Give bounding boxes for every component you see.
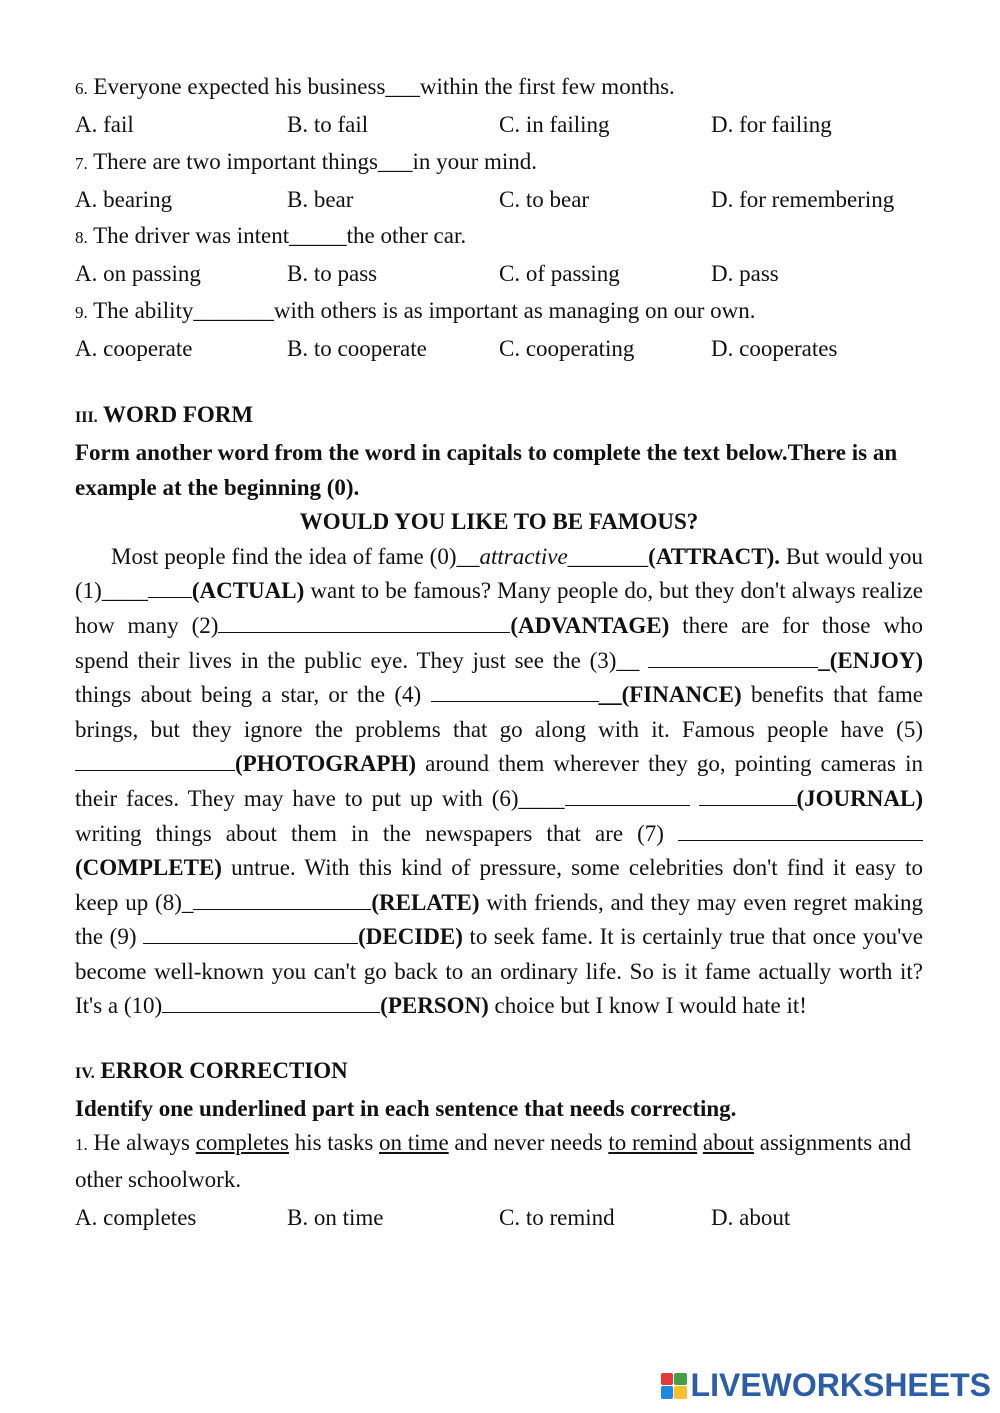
option-b[interactable]: B. bear — [287, 186, 354, 212]
error-question-1: 1. He always completes his tasks on time and never needs to remind about assignments and other schoolwork. — [75, 1130, 912, 1192]
underlined-part-b[interactable]: on time — [379, 1130, 449, 1156]
answer-blank[interactable]: ___ — [377, 148, 413, 174]
option-c[interactable]: C. to remind — [499, 1205, 615, 1231]
option-a[interactable]: A. on passing — [75, 261, 201, 287]
section-4-title: IV. ERROR CORRECTION — [75, 1058, 348, 1084]
cue-word-3: _(ENJOY) — [818, 647, 923, 673]
option-d[interactable]: D. for remembering — [711, 186, 895, 212]
cue-word-7: (COMPLETE) — [75, 855, 222, 881]
option-d[interactable]: D. pass — [711, 261, 779, 287]
option-b[interactable]: B. to cooperate — [287, 336, 427, 362]
section-3-title: III. WORD FORM — [75, 402, 254, 428]
question-6: 6. Everyone expected his business___within the first few months. A. fail B. to fail C. in failing D. for failing — [75, 70, 923, 145]
option-a[interactable]: A. completes — [75, 1205, 197, 1231]
option-c[interactable]: C. of passing — [499, 261, 620, 287]
question-9: 9. The ability_______with others is as important as managing on our own. A. cooperate B. to cooperate C. cooperating D. cooperates — [75, 294, 923, 369]
option-c[interactable]: C. cooperating — [499, 336, 635, 362]
underlined-part-a[interactable]: completes — [195, 1130, 289, 1156]
answer-blank-2[interactable] — [218, 610, 510, 633]
question-8: 8. The driver was intent_____the other car. A. on passing B. to pass C. of passing D. pass — [75, 219, 923, 294]
liveworksheets-logo — [661, 1367, 991, 1404]
worksheet-page — [75, 70, 923, 1237]
answer-blank-6b[interactable] — [699, 783, 797, 806]
answer-blank-6[interactable] — [565, 783, 690, 806]
options-row — [75, 107, 923, 145]
option-d[interactable]: D. for failing — [711, 112, 832, 138]
options-row — [75, 330, 923, 368]
word-form-passage: Most people find the idea of fame (0)__attractive_______(ATTRACT). But would you (1)____ (ACTUAL) want to be famous? Many people do, but they don't always realize how many (2) (ADVANTAGE) there are for those who spend their lives in the public eye. They just see the (3)__ _(ENJOY) things about being a star, or the (4) __(FINANCE) benefits that fame brings, but they ignore the problems that go along with it. Famous people have (5) (PHOTOGRAPH) around them wherever they go, pointing cameras in their faces. They may have to put up with (6)____ (JOURNAL) writing things about them in the newspapers that are (7) (COMPLETE) untrue. With this kind of pressure, some celebrities don't find it easy to keep up (8)_ (RELATE) with friends, and they may even regret making the (9) (DECIDE) to seek fame. It is certainly true that once you've become well-known you can't go back to an ordinary life. So is it fame actually worth it? It's a (10) (PERSON) choice but I know I would hate it! — [75, 543, 924, 1019]
option-b[interactable]: B. to pass — [287, 261, 378, 287]
cue-word-9: (DECIDE) — [358, 924, 463, 950]
answer-blank[interactable]: _____ — [289, 223, 347, 249]
option-a[interactable]: A. fail — [75, 112, 134, 138]
options-row — [75, 1199, 923, 1237]
cue-word-5: (PHOTOGRAPH) — [235, 751, 417, 777]
answer-blank-10[interactable] — [162, 990, 380, 1013]
answer-blank[interactable]: _______ — [193, 297, 274, 323]
cue-word-2: (ADVANTAGE) — [510, 612, 670, 638]
cue-word-0: (ATTRACT). — [648, 543, 780, 569]
answer-blank-7[interactable] — [678, 818, 923, 841]
logo-text: LIVEWORKSHEETS — [690, 1367, 991, 1403]
answer-blank-8[interactable] — [193, 887, 371, 910]
option-a[interactable]: A. cooperate — [75, 336, 193, 362]
passage-heading: WOULD YOU LIKE TO BE FAMOUS? — [299, 509, 699, 535]
answer-blank-9[interactable] — [143, 921, 358, 944]
cue-word-4: __(FINANCE) — [598, 682, 742, 708]
cue-word-6: (JOURNAL) — [796, 785, 923, 811]
option-c[interactable]: C. in failing — [499, 112, 610, 138]
question-7: 7. There are two important things___in your mind. A. bearing B. bear C. to bear D. for remembering — [75, 145, 923, 220]
cue-word-10: (PERSON) — [380, 993, 489, 1019]
answer-blank-5[interactable] — [75, 748, 235, 771]
underlined-part-c[interactable]: to remind — [608, 1130, 698, 1156]
example-answer: attractive — [479, 543, 568, 569]
cue-word-1: (ACTUAL) — [191, 578, 305, 604]
option-b[interactable]: B. to fail — [287, 112, 369, 138]
option-a[interactable]: A. bearing — [75, 186, 173, 212]
answer-blank-4[interactable] — [431, 679, 599, 702]
option-b[interactable]: B. on time — [287, 1205, 384, 1231]
options-row — [75, 181, 923, 219]
answer-blank-3[interactable] — [648, 645, 818, 668]
option-d[interactable]: D. cooperates — [711, 336, 838, 362]
options-row — [75, 256, 923, 294]
answer-blank-1[interactable] — [148, 575, 192, 598]
section-4-instruction: Identify one underlined part in each sentence that needs correcting. — [75, 1095, 737, 1121]
logo-mark-icon — [661, 1373, 687, 1399]
underlined-part-d[interactable]: about — [702, 1130, 754, 1156]
option-c[interactable]: C. to bear — [499, 186, 590, 212]
option-d[interactable]: D. about — [711, 1205, 791, 1231]
cue-word-8: (RELATE) — [371, 889, 480, 915]
answer-blank[interactable]: ___ — [385, 74, 420, 99]
section-3-instruction: Form another word from the word in capitals to complete the text below.There is an example at the beginning (0). — [75, 439, 898, 500]
